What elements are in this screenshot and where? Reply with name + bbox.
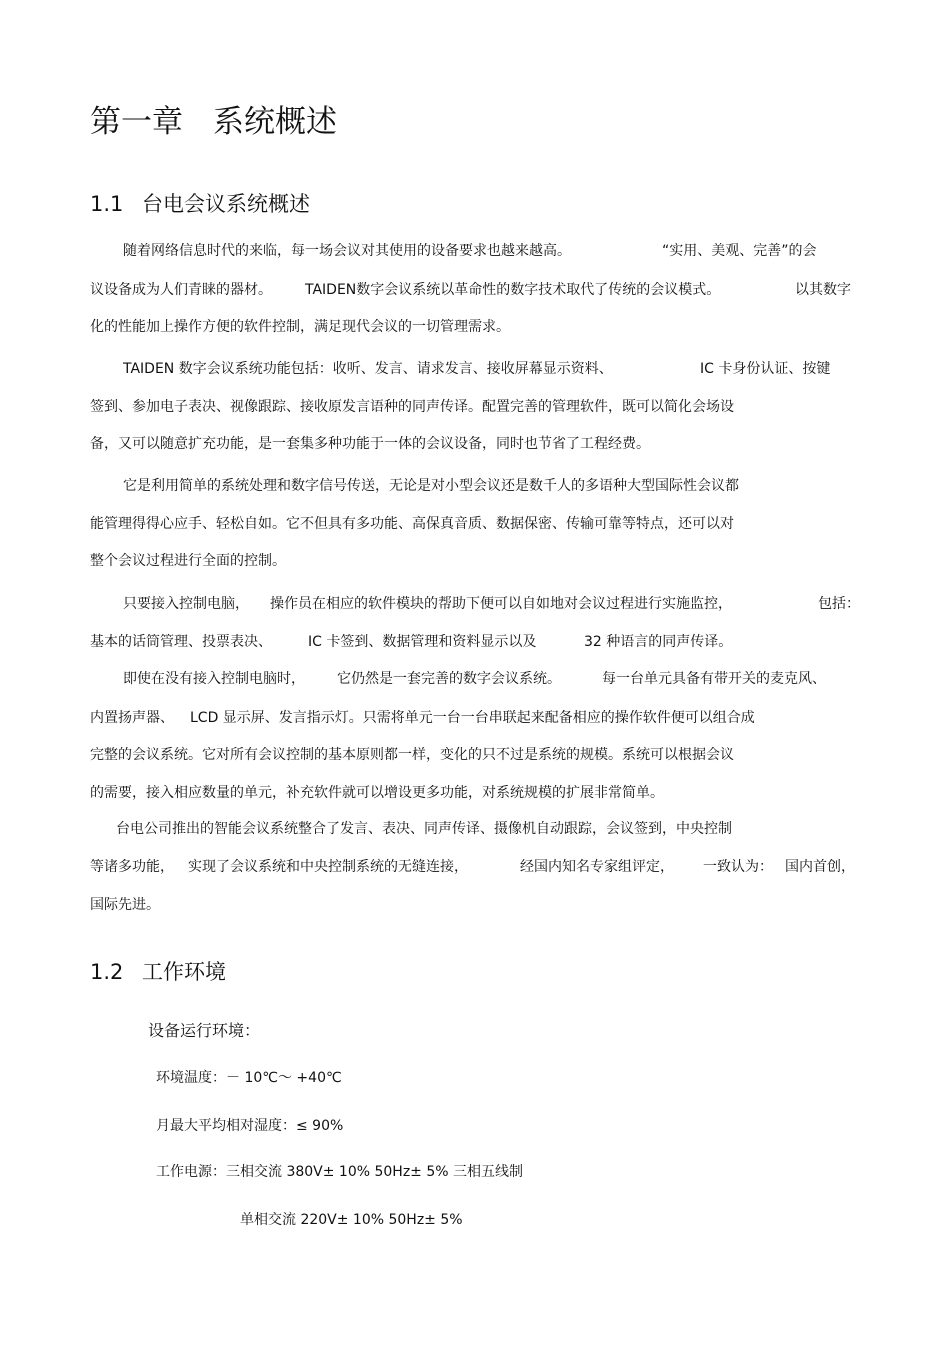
text-line: “实用、美观、完善”的会 [662, 243, 817, 259]
text-line: 能管理得得心应手、轻松自如。它不但具有多功能、高保真音质、数据保密、传输可靠等特点，还可以对 [90, 516, 734, 532]
text-line: 即使在没有接入控制电脑时， [123, 671, 305, 687]
env-power-single-phase: 单相交流 220V± 10% 50Hz± 5% [240, 1212, 463, 1228]
text-line: 它仍然是一套完善的数字会议系统。 [337, 671, 561, 687]
text-line: 经国内知名专家组评定， [520, 859, 674, 875]
text-line: 整个会议过程进行全面的控制。 [90, 553, 286, 569]
text-line: 化的性能加上操作方便的软件控制，满足现代会议的一切管理需求。 [90, 319, 510, 335]
env-title: 设备运行环境： [148, 1021, 261, 1040]
section-heading-1-2 [90, 958, 226, 986]
text-line: 议设备成为人们青睐的器材。 [90, 282, 272, 298]
section-number: 1.1 [90, 192, 124, 216]
env-power-three-phase [156, 1163, 523, 1181]
text-line: 备，又可以随意扩充功能，是一套集多种功能于一体的会议设备，同时也节省了工程经费。 [90, 436, 650, 452]
text-line: 每一台单元具备有带开关的麦克风、 [602, 671, 826, 687]
text-line: 基本的话筒管理、投票表决、 [90, 634, 272, 650]
text-line: 等诸多功能， [90, 859, 174, 875]
env-power-label: 工作电源： [156, 1164, 226, 1180]
text-line: IC 卡签到、数据管理和资料显示以及 [308, 634, 537, 650]
text-line: TAIDEN 数字会议系统功能包括：收听、发言、请求发言、接收屏幕显示资料、 [123, 361, 613, 377]
text-line: 操作员在相应的软件模块的帮助下便可以自如地对会议过程进行实施监控， [270, 596, 732, 612]
env-humidity: 月最大平均相对湿度：≤ 90% [156, 1118, 344, 1134]
text-line: LCD 显示屏、发言指示灯。只需将单元一台一台串联起来配备相应的操作软件便可以组合成 [190, 710, 755, 726]
text-line: 一致认为： [703, 859, 773, 875]
section-title: 台电会议系统概述 [142, 192, 310, 216]
text-line: 实现了会议系统和中央控制系统的无缝连接， [188, 859, 468, 875]
text-line: 包括： [818, 596, 860, 612]
chapter-title [90, 102, 337, 142]
text-line: 内置扬声器、 [90, 710, 174, 726]
text-line: 它是利用简单的系统处理和数字信号传送，无论是对小型会议还是数千人的多语种大型国际性会议都 [123, 478, 739, 494]
text-line: 完整的会议系统。它对所有会议控制的基本原则都一样，变化的只不过是系统的规模。系统可以根据会议 [90, 747, 734, 763]
chapter-number: 第一章 [90, 104, 183, 140]
text-line: 的需要，接入相应数量的单元，补充软件就可以增设更多功能，对系统规模的扩展非常简单。 [90, 785, 664, 801]
text-line: 签到、参加电子表决、视像跟踪、接收原发言语种的同声传译。配置完善的管理软件，既可以简化会场设 [90, 399, 734, 415]
text-line: 国际先进。 [90, 897, 160, 913]
section-heading-1-1 [90, 190, 310, 218]
text-line: 台电公司推出的智能会议系统整合了发言、表决、同声传译、摄像机自动跟踪，会议签到，中央控制 [116, 821, 732, 837]
env-power-three: 三相交流 380V± 10% 50Hz± 5% 三相五线制 [226, 1164, 524, 1180]
section-number: 1.2 [90, 960, 124, 984]
text-line: 以其数字 [795, 282, 851, 298]
text-line: IC 卡身份认证、按键 [700, 361, 831, 377]
text-line: TAIDEN数字会议系统以革命性的数字技术取代了传统的会议模式。 [305, 282, 721, 298]
chapter-name: 系统概述 [213, 104, 337, 140]
text-line: 32 种语言的同声传译。 [584, 634, 733, 650]
section-title: 工作环境 [142, 960, 226, 984]
text-line: 随着网络信息时代的来临，每一场会议对其使用的设备要求也越来越高。 [123, 243, 571, 259]
text-line: 国内首创， [785, 859, 855, 875]
text-line: 只要接入控制电脑， [123, 596, 249, 612]
env-temperature: 环境温度：－ 10℃～ +40℃ [156, 1070, 342, 1086]
